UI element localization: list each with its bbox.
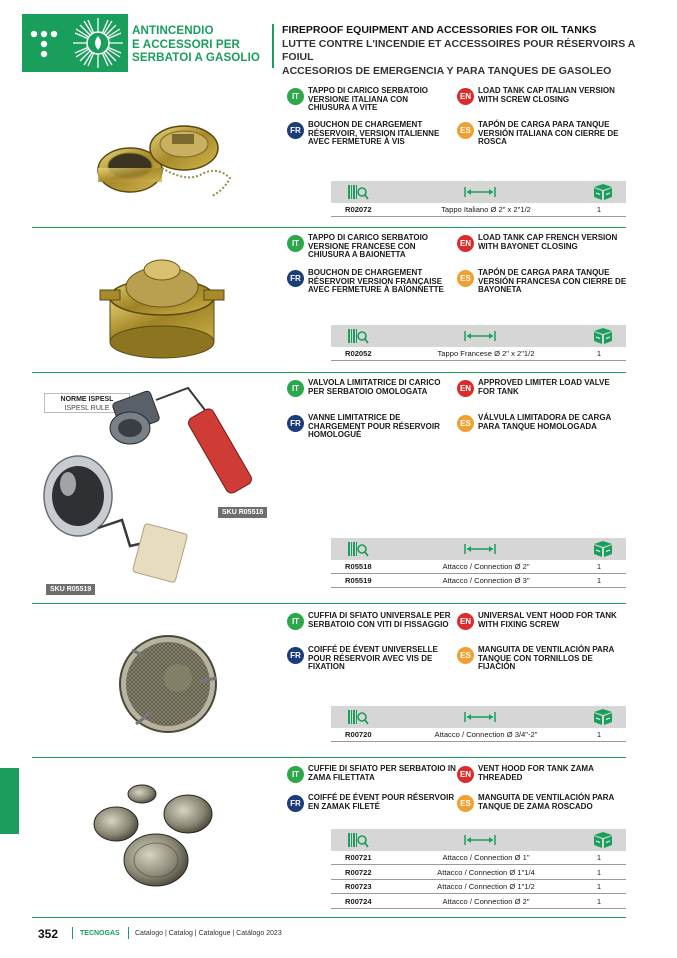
desc-text: TAPÓN DE CARGA PARA TANQUE VERSIÓN FRANCESA CON CIERRE DE BAYONETA (478, 268, 627, 295)
product-qty: 1 (596, 730, 602, 739)
package-quantity-icon (593, 832, 613, 853)
product-desc: Attacco / Connection Ø 3" (442, 576, 530, 585)
lang-badge-fr: FR (287, 647, 304, 664)
table-header (331, 325, 626, 347)
product-code: R05519 (345, 576, 372, 585)
desc-fr (287, 269, 457, 295)
package-quantity-icon (593, 709, 613, 730)
product-qty: 1 (596, 205, 602, 214)
desc-es (457, 646, 627, 672)
product-desc: Attacco / Connection Ø 2" (442, 562, 530, 571)
catalog-code-icon (347, 832, 369, 853)
catalog-label: Catalogo | Catalog | Catalogue | Catálogo 2023 (135, 930, 282, 937)
desc-it (287, 379, 457, 397)
product-code: R02052 (345, 349, 372, 358)
catalog-code-icon (347, 541, 369, 562)
lang-badge-en: EN (457, 235, 474, 252)
product-desc: Attacco / Connection Ø 2" (442, 897, 530, 906)
table-header (331, 706, 626, 728)
product-desc: Tappo Francese Ø 2" x 2"1/2 (437, 349, 535, 358)
lang-badge-fr: FR (287, 795, 304, 812)
catalog-code-icon (347, 328, 369, 349)
desc-it (287, 612, 457, 630)
lang-badge-es: ES (457, 415, 474, 432)
section-divider (32, 372, 626, 373)
desc-en (457, 87, 627, 105)
product-qty: 1 (596, 853, 602, 862)
product-qty: 1 (596, 897, 602, 906)
desc-fr (287, 121, 457, 147)
desc-en (457, 612, 627, 630)
desc-text: COIFFÉ DE ÉVENT UNIVERSELLE POUR RÉSERVOIR AVEC VIS DE FIXATION (308, 645, 438, 672)
footer-divider (32, 917, 626, 918)
desc-es (457, 794, 627, 812)
lang-badge-fr: FR (287, 122, 304, 139)
product-desc: Attacco / Connection Ø 1"1/2 (437, 882, 535, 891)
header-separator (272, 24, 274, 68)
lang-badge-es: ES (457, 122, 474, 139)
norme-subtitle: ISPESL RULE (64, 405, 110, 412)
footer-separator (72, 927, 73, 939)
table-header (331, 829, 626, 851)
size-measure-icon (463, 184, 497, 205)
table-row (331, 347, 626, 361)
table-row (331, 560, 626, 574)
desc-text: TAPPO DI CARICO SERBATOIO VERSIONE ITALIANA CON CHIUSURA A VITE (308, 86, 429, 113)
desc-text: CUFFIE DI SFIATO PER SERBATOIO IN ZAMA FILETTATA (308, 764, 456, 782)
title-fr: LUTTE CONTRE L'INCENDIE ET ACCESSOIRES POUR RÉSERVOIRS A FOIUL (282, 37, 635, 63)
category-title-multilang (282, 24, 652, 78)
desc-en (457, 765, 627, 783)
product-desc: Tappo Italiano Ø 2" x 2"1/2 (441, 205, 531, 214)
desc-text: VENT HOOD FOR TANK ZAMA THREADED (478, 764, 594, 782)
catalog-code-icon (347, 184, 369, 205)
title-line: SERBATOI A GASOLIO (132, 51, 261, 64)
desc-text: TAPÓN DE CARGA PARA TANQUE VERSIÓN ITALIANA CON CIERRE DE ROSCA (478, 120, 619, 147)
product-code: R00721 (345, 853, 372, 862)
desc-fr (287, 646, 457, 672)
desc-es (457, 414, 627, 432)
title-line: ANTINCENDIO (132, 24, 214, 37)
lang-badge-es: ES (457, 647, 474, 664)
table-row (331, 866, 626, 880)
product-qty: 1 (596, 868, 602, 877)
desc-en (457, 234, 627, 252)
product-code: R00722 (345, 868, 372, 877)
lang-badge-it: IT (287, 88, 304, 105)
size-measure-icon (463, 328, 497, 349)
sku-label-r05519: SKU R05519 (46, 584, 95, 595)
desc-it (287, 87, 452, 113)
italian-tank-cap-photo (92, 108, 240, 213)
table-row (331, 728, 626, 742)
norme-title: NORME ISPESL (60, 396, 114, 403)
desc-it (287, 765, 457, 783)
fire-burst-icon (72, 17, 124, 69)
section-divider (32, 757, 626, 758)
zama-vent-hoods-photo (80, 780, 230, 898)
lang-badge-it: IT (287, 766, 304, 783)
size-measure-icon (463, 832, 497, 853)
product-qty: 1 (596, 576, 602, 585)
lang-badge-en: EN (457, 613, 474, 630)
title-line: E ACCESSORI PER (132, 37, 241, 51)
desc-text: BOUCHON DE CHARGEMENT RÉSERVOIR, VERSION ITALIENNE AVEC FERMETURE À VIS (308, 120, 440, 147)
desc-fr (287, 794, 457, 812)
footer-separator (128, 927, 129, 939)
desc-text: CUFFIA DI SFIATO UNIVERSALE PER SERBATOIO CON VITI DI FISSAGGIO (308, 611, 451, 629)
lang-badge-it: IT (287, 613, 304, 630)
desc-text: VALVOLA LIMITATRICE DI CARICO PER SERBATOIO OMOLOGATA (308, 378, 441, 396)
lang-badge-en: EN (457, 88, 474, 105)
desc-text: VÁLVULA LIMITADORA DE CARGA PARA TANQUE HOMOLOGADA (478, 413, 612, 431)
product-desc: Attacco / Connection Ø 3/4"-2" (434, 730, 538, 739)
size-measure-icon (463, 709, 497, 730)
desc-text: MANGUITA DE VENTILACIÓN PARA TANQUE CON TORNILLOS DE FIJACIÓN (478, 645, 614, 672)
product-qty: 1 (596, 882, 602, 891)
catalog-code-icon (347, 709, 369, 730)
dots-logo-icon (30, 28, 58, 60)
desc-text: BOUCHON DE CHARGEMENT RÉSERVOIR VERSION FRANÇAISE AVEC FERMETURE À BAÏONNETTE (308, 268, 444, 295)
lang-badge-fr: FR (287, 270, 304, 287)
table-row (331, 851, 626, 865)
desc-text: MANGUITA DE VENTILACIÓN PARA TANQUE DE ZAMA ROSCADO (478, 793, 614, 811)
category-logo-box (22, 14, 128, 72)
product-code: R05518 (345, 562, 372, 571)
universal-vent-hood-photo (112, 628, 224, 740)
lang-badge-it: IT (287, 235, 304, 252)
product-desc: Attacco / Connection Ø 1" (442, 853, 530, 862)
section-divider (32, 603, 626, 604)
package-quantity-icon (593, 184, 613, 205)
lang-badge-fr: FR (287, 415, 304, 432)
table-header (331, 181, 626, 203)
lang-badge-es: ES (457, 795, 474, 812)
product-qty: 1 (596, 562, 602, 571)
sku-label-r05518: SKU R05518 (218, 507, 267, 518)
page-number: 352 (38, 927, 59, 941)
title-en: FIREPROOF EQUIPMENT AND ACCESSORIES FOR OIL TANKS (282, 24, 597, 36)
size-measure-icon (463, 541, 497, 562)
title-es: ACCESORIOS DE EMERGENCIA Y PARA TANQUES DE GASOLEO (282, 64, 612, 77)
desc-text: LOAD TANK CAP FRENCH VERSION WITH BAYONET CLOSING (478, 233, 618, 251)
lang-badge-en: EN (457, 380, 474, 397)
table-row (331, 574, 626, 588)
desc-text: VANNE LIMITATRICE DE CHARGEMENT POUR RÉSERVOIR HOMOLOGUÉ (308, 413, 440, 440)
desc-text: UNIVERSAL VENT HOOD FOR TANK WITH FIXING SCREW (478, 611, 617, 629)
table-row (331, 895, 626, 909)
desc-es (457, 269, 627, 295)
lang-badge-es: ES (457, 270, 474, 287)
desc-text: TAPPO DI CARICO SERBATOIO VERSIONE FRANCESE CON CHIUSURA A BAIONETTA (308, 233, 429, 260)
product-code: R02072 (345, 205, 372, 214)
desc-en (457, 379, 627, 397)
desc-text: APPROVED LIMITER LOAD VALVE FOR TANK (478, 378, 610, 396)
product-code: R00724 (345, 897, 372, 906)
table-header (331, 538, 626, 560)
section-divider (32, 227, 626, 228)
lang-badge-en: EN (457, 766, 474, 783)
product-code: R00723 (345, 882, 372, 891)
category-title-it (132, 24, 264, 65)
desc-es (457, 121, 627, 147)
lang-badge-it: IT (287, 380, 304, 397)
limiter-valve-photo (38, 378, 278, 590)
desc-it (287, 234, 452, 260)
product-desc: Attacco / Connection Ø 1"1/4 (437, 868, 535, 877)
desc-text: COIFFÉ DE ÉVENT POUR RÉSERVOIR EN ZAMAK FILETÉ (308, 793, 455, 811)
french-tank-cap-photo (98, 242, 226, 367)
table-row (331, 203, 626, 217)
product-qty: 1 (596, 349, 602, 358)
chapter-tab (0, 768, 19, 834)
brand-name: TECNOGAS (80, 930, 120, 937)
desc-fr (287, 414, 457, 440)
package-quantity-icon (593, 328, 613, 349)
product-code: R00720 (345, 730, 372, 739)
package-quantity-icon (593, 541, 613, 562)
desc-text: LOAD TANK CAP ITALIAN VERSION WITH SCREW CLOSING (478, 86, 615, 104)
table-row (331, 880, 626, 894)
